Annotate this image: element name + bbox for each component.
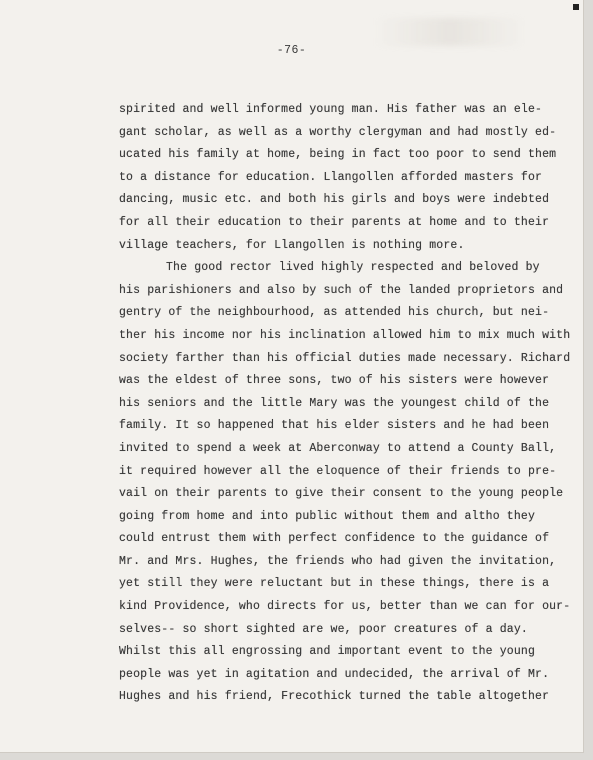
text-line: Whilst this all engrossing and important event to the young	[119, 645, 536, 659]
text-line: gentry of the neighbourhood, as attended his church, but nei-	[119, 306, 550, 320]
text-line: kind Providence, who directs for us, better than we can for our-	[119, 600, 571, 614]
text-line: village teachers, for Llangollen is nothing more.	[119, 238, 465, 252]
text-line: going from home and into public without them and altho they	[119, 509, 536, 523]
text-line: spirited and well informed young man. His father was an ele-	[119, 103, 543, 116]
bleed-through-shadow	[375, 18, 525, 46]
text-line: gant scholar, as well as a worthy clergyman and had mostly ed-	[119, 125, 557, 139]
text-line: invited to spend a week at Aberconway to attend a County Ball,	[119, 441, 557, 455]
text-line: Hughes and his friend, Frecothick turned the table altogether	[119, 690, 550, 704]
text-line: selves-- so short sighted are we, poor creatures of a day.	[119, 622, 528, 636]
page-number: -76-	[276, 44, 307, 57]
text-line: people was yet in agitation and undecided, the arrival of Mr.	[119, 667, 550, 681]
text-line: ucated his family at home, being in fact too poor to send them	[119, 148, 557, 162]
corner-mark	[573, 4, 579, 10]
text-line: could entrust them with perfect confidence to the guidance of	[119, 532, 550, 546]
text-line: vail on their parents to give their consent to the young people	[119, 487, 564, 501]
text-line: his seniors and the little Mary was the youngest child of the	[119, 396, 550, 410]
text-line: was the eldest of three sons, two of his sisters were however	[119, 374, 550, 388]
text-line: yet still they were reluctant but in these things, there is a	[119, 577, 550, 591]
text-line: society farther than his official duties made necessary. Richard	[119, 351, 571, 365]
text-line: to a distance for education. Llangollen afforded masters for	[119, 170, 543, 184]
text-line: it required however all the eloquence of their friends to pre-	[119, 464, 557, 478]
paragraph-start-line: The good rector lived highly respected and beloved by	[166, 261, 540, 275]
text-line: ther his income nor his inclination allowed him to mix much with	[119, 328, 571, 342]
text-line: dancing, music etc. and both his girls and boys were indebted	[119, 193, 550, 207]
text-line: for all their education to their parents at home and to their	[119, 215, 550, 229]
body-text	[119, 99, 571, 709]
text-line: family. It so happened that his elder sisters and he had been	[119, 419, 550, 433]
text-line: his parishioners and also by such of the landed proprietors and	[119, 283, 564, 297]
text-line: Mr. and Mrs. Hughes, the friends who had given the invitation,	[119, 554, 557, 568]
